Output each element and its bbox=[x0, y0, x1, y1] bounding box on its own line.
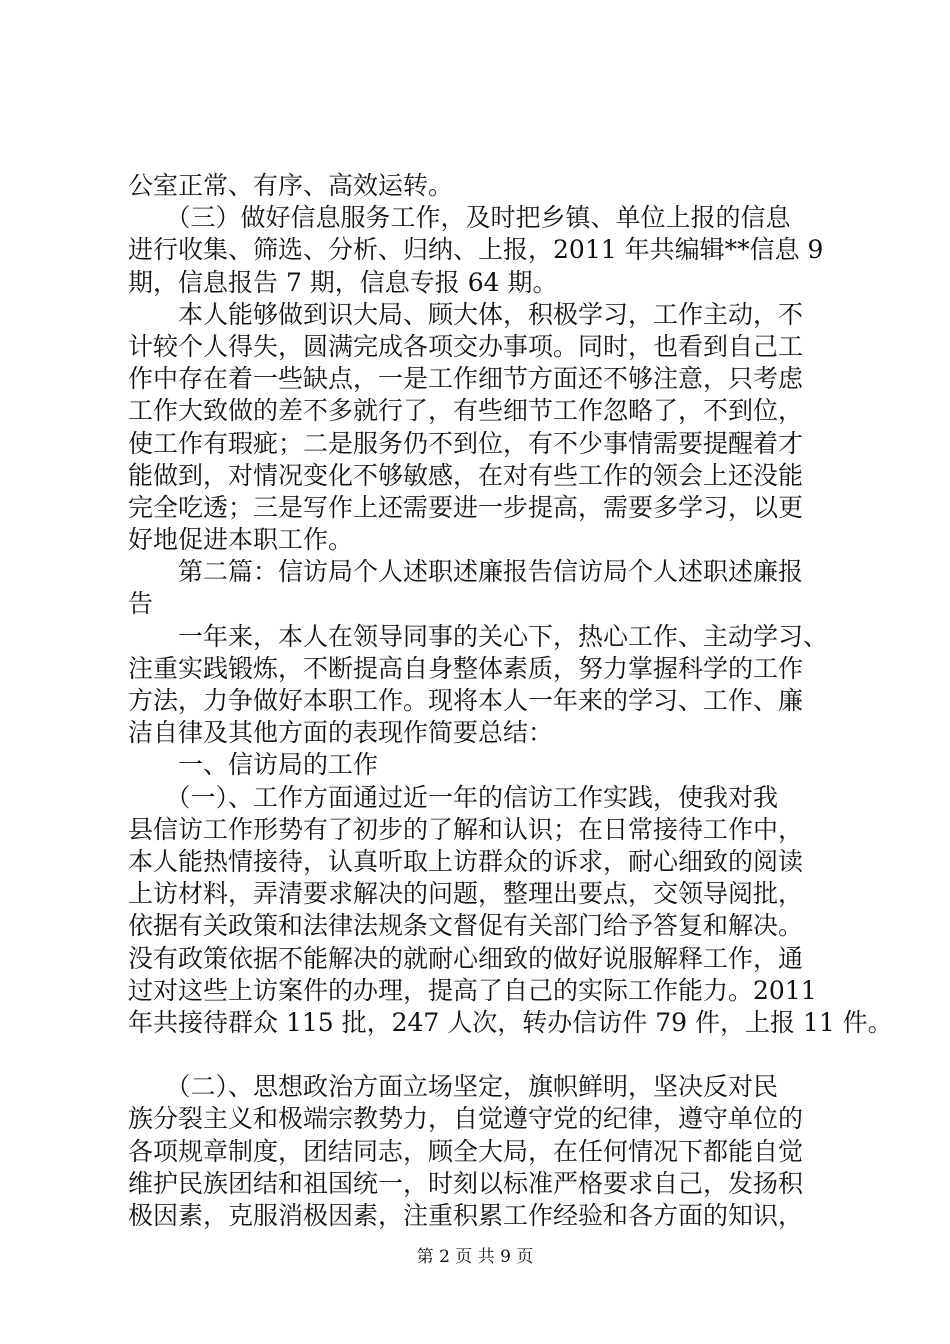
section-heading: 第二篇：信访局个人述职述廉报告信访局个人述职述廉报 bbox=[128, 557, 804, 587]
text-line: 各项规章制度，团结同志，顾全大局，在任何情况下都能自觉 bbox=[128, 1136, 804, 1166]
text-line: 公室正常、有序、高效运转。 bbox=[128, 171, 454, 200]
text-line: 期，信息报告 7 期，信息专报 64 期。 bbox=[128, 267, 558, 297]
text-line: 过对这些上访案件的办理，提高了自己的实际工作能力。2011 bbox=[128, 975, 817, 1005]
text-line: 没有政策依据不能解决的就耐心细致的做好说服解释工作，通 bbox=[128, 943, 804, 973]
text-line: 作中存在着一些缺点，一是工作细节方面还不够注意，只考虑 bbox=[128, 364, 804, 394]
text-line: （二）、思想政治方面立场坚定，旗帜鲜明，坚决反对民 bbox=[128, 1072, 779, 1102]
text-line: 进行收集、筛选、分析、归纳、上报，2011 年共编辑**信息 9 bbox=[128, 235, 824, 265]
text-line: 县信访工作形势有了初步的了解和认识；在日常接待工作中， bbox=[128, 814, 804, 844]
page-number: 第 2 页 共 9 页 bbox=[416, 1247, 534, 1267]
text-line: 工作大致做的差不多就行了，有些细节工作忽略了，不到位， bbox=[128, 396, 804, 426]
text-line: 使工作有瑕疵；二是服务仍不到位，有不少事情需要提醒着才 bbox=[128, 428, 804, 458]
paragraph-gap bbox=[128, 1039, 833, 1071]
text-line: 注重实践锻炼，不断提高自身整体素质，努力掌握科学的工作 bbox=[128, 653, 804, 683]
section-heading-continued: 告 bbox=[128, 589, 154, 619]
text-line: 一年来，本人在领导同事的关心下，热心工作、主动学习、 bbox=[128, 621, 829, 651]
text-line: （三）做好信息服务工作，及时把乡镇、单位上报的信息 bbox=[128, 203, 791, 233]
text-line: 方法，力争做好本职工作。现将本人一年来的学习、工作、廉 bbox=[128, 686, 804, 715]
text-line: 能做到，对情况变化不够敏感，在对有些工作的领会上还没能 bbox=[128, 460, 804, 490]
text-line: 计较个人得失，圆满完成各项交办事项。同时，也看到自己工 bbox=[128, 331, 804, 361]
subsection-heading: 一、信访局的工作 bbox=[128, 750, 379, 780]
text-line: 上访材料，弄清要求解决的问题，整理出要点，交领导阅批， bbox=[128, 879, 804, 909]
text-line: 本人能热情接待，认真听取上访群众的诉求，耐心细致的阅读 bbox=[128, 846, 804, 876]
text-line: 维护民族团结和祖国统一，时刻以标准严格要求自己，发扬积 bbox=[128, 1168, 804, 1198]
text-line: 极因素，克服消极因素，注重积累工作经验和各方面的知识， bbox=[128, 1201, 804, 1230]
text-line: 洁自律及其他方面的表现作简要总结： bbox=[128, 718, 554, 748]
text-line: 好地促进本职工作。 bbox=[128, 525, 354, 555]
text-line: 本人能够做到识大局、顾大体，积极学习，工作主动，不 bbox=[128, 299, 804, 329]
text-line: 年共接待群众 115 批，247 人次，转办信访件 79 件，上报 11 件。 bbox=[128, 1007, 893, 1037]
document-body bbox=[128, 170, 893, 1232]
text-line: （一）、工作方面通过近一年的信访工作实践，使我对我 bbox=[128, 782, 779, 812]
page-footer bbox=[0, 1246, 950, 1268]
text-line: 依据有关政策和法律法规条文督促有关部门给予答复和解决。 bbox=[128, 911, 804, 941]
text-line: 族分裂主义和极端宗教势力，自觉遵守党的纪律，遵守单位的 bbox=[128, 1104, 804, 1134]
text-line: 完全吃透；三是写作上还需要进一步提高，需要多学习，以更 bbox=[128, 492, 804, 522]
